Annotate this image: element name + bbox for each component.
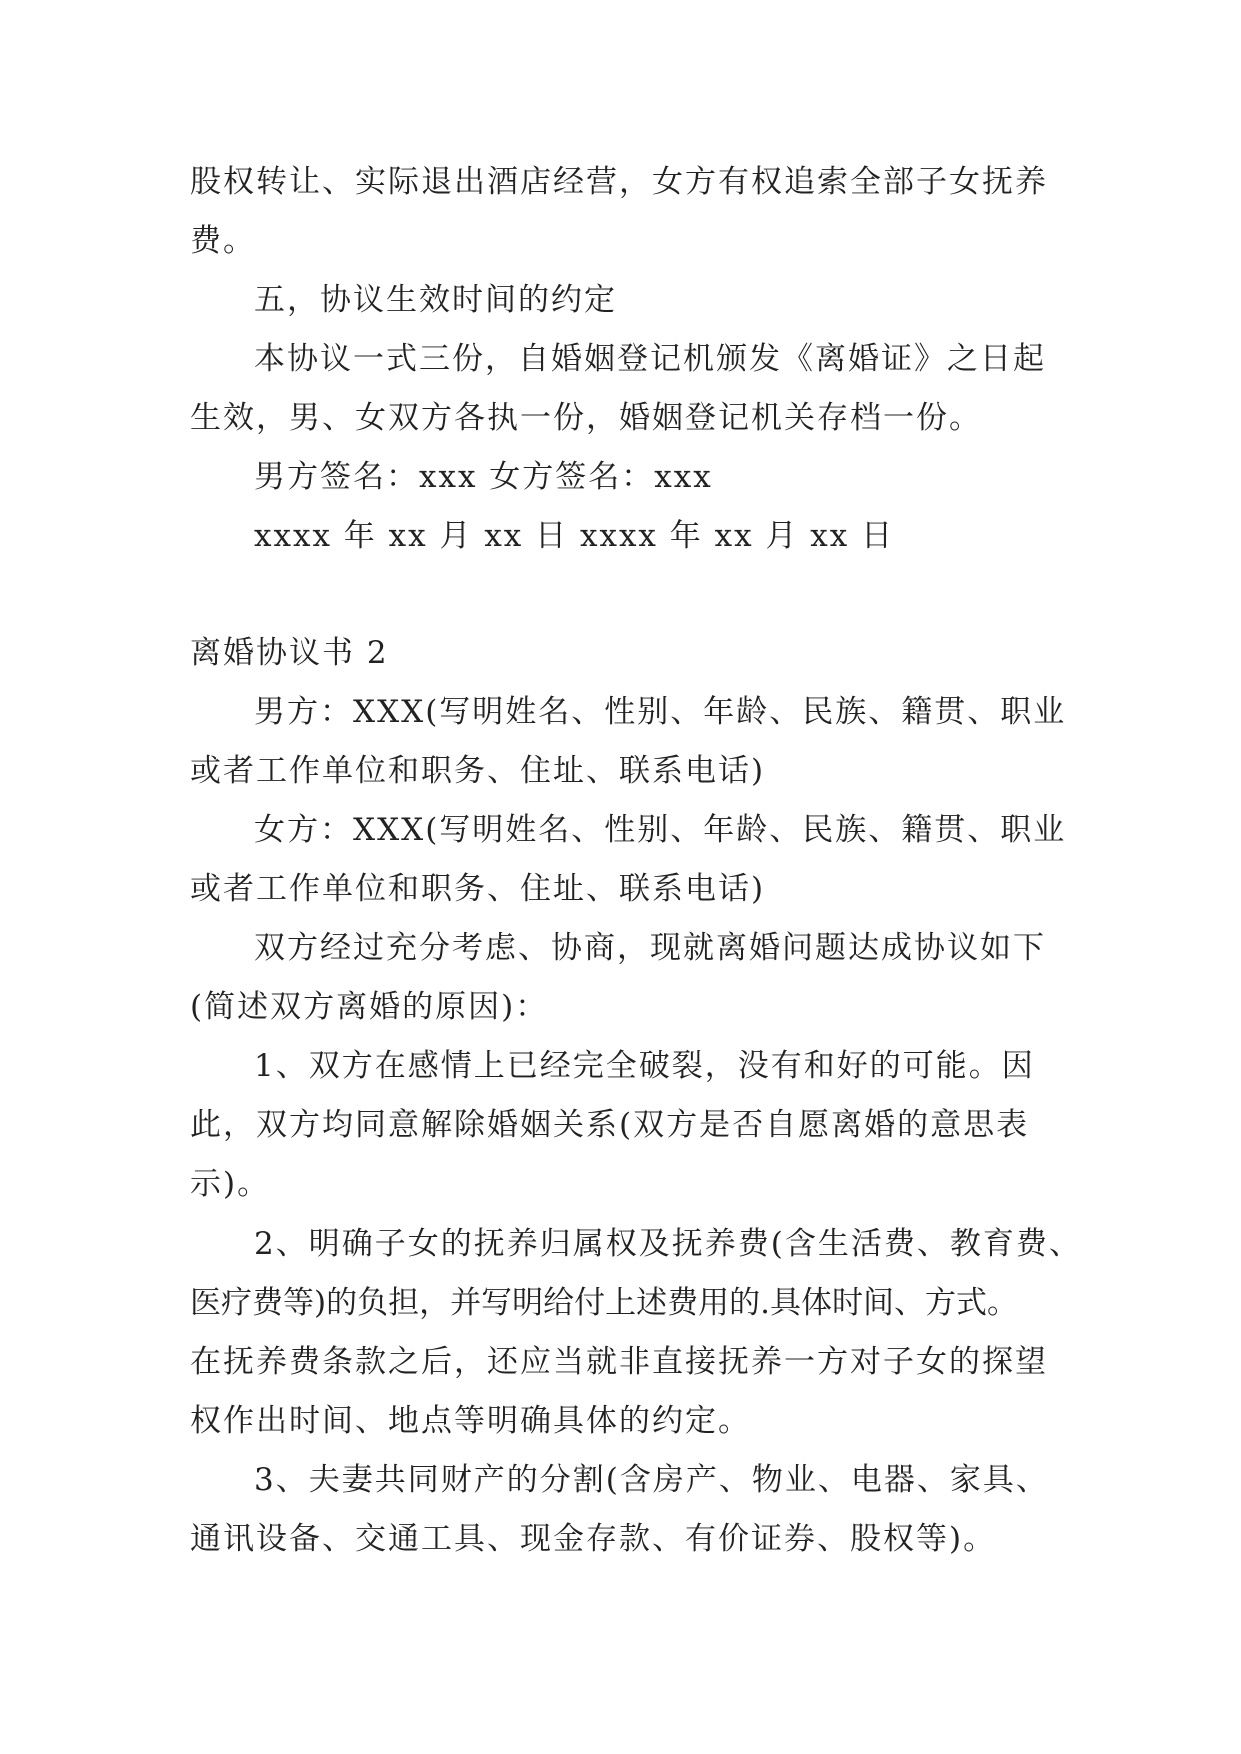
paragraph-line: 此，双方均同意解除婚姻关系(双方是否自愿离婚的意思表 bbox=[190, 1107, 1030, 1143]
signature-line: 男方签名：xxx 女方签名：xxx bbox=[254, 459, 713, 495]
section-heading: 五，协议生效时间的约定 bbox=[254, 282, 617, 318]
paragraph-line: 双方经过充分考虑、协商，现就离婚问题达成协议如下 bbox=[254, 930, 1046, 966]
paragraph-line: 股权转让、实际退出酒店经营，女方有权追索全部子女抚养 bbox=[190, 164, 1048, 200]
paragraph-line: 示)。 bbox=[190, 1166, 271, 1202]
paragraph-line: 生效，男、女双方各执一份，婚姻登记机关存档一份。 bbox=[190, 400, 982, 436]
paragraph-line: 1、双方在感情上已经完全破裂，没有和好的可能。因 bbox=[254, 1048, 1035, 1084]
paragraph-line: 费。 bbox=[190, 223, 256, 259]
paragraph-line: 通讯设备、交通工具、现金存款、有价证券、股权等)。 bbox=[190, 1521, 997, 1557]
document-title: 离婚协议书 2 bbox=[190, 635, 389, 671]
paragraph-line: 3、夫妻共同财产的分割(含房产、物业、电器、家具、 bbox=[254, 1462, 1049, 1498]
paragraph-line: 或者工作单位和职务、住址、联系电话) bbox=[190, 871, 766, 907]
paragraph-line: 男方：XXX(写明姓名、性别、年龄、民族、籍贯、职业 bbox=[254, 694, 1067, 730]
paragraph-line: 权作出时间、地点等明确具体的约定。 bbox=[190, 1403, 751, 1439]
paragraph-line: (简述双方离婚的原因)： bbox=[190, 989, 549, 1025]
paragraph-line: 2、明确子女的抚养归属权及抚养费(含生活费、教育费、 bbox=[254, 1226, 1082, 1262]
paragraph-line: 在抚养费条款之后，还应当就非直接抚养一方对子女的探望 bbox=[190, 1344, 1048, 1380]
date-line: xxxx 年 xx 月 xx 日 xxxx 年 xx 月 xx 日 bbox=[254, 518, 895, 554]
paragraph-line: 女方：XXX(写明姓名、性别、年龄、民族、籍贯、职业 bbox=[254, 812, 1067, 848]
paragraph-line: 或者工作单位和职务、住址、联系电话) bbox=[190, 753, 766, 789]
paragraph-line: 本协议一式三份，自婚姻登记机颁发《离婚证》之日起 bbox=[254, 341, 1046, 377]
paragraph-line: 医疗费等)的负担，并写明给付上述费用的.具体时间、方式。 bbox=[190, 1285, 1018, 1321]
